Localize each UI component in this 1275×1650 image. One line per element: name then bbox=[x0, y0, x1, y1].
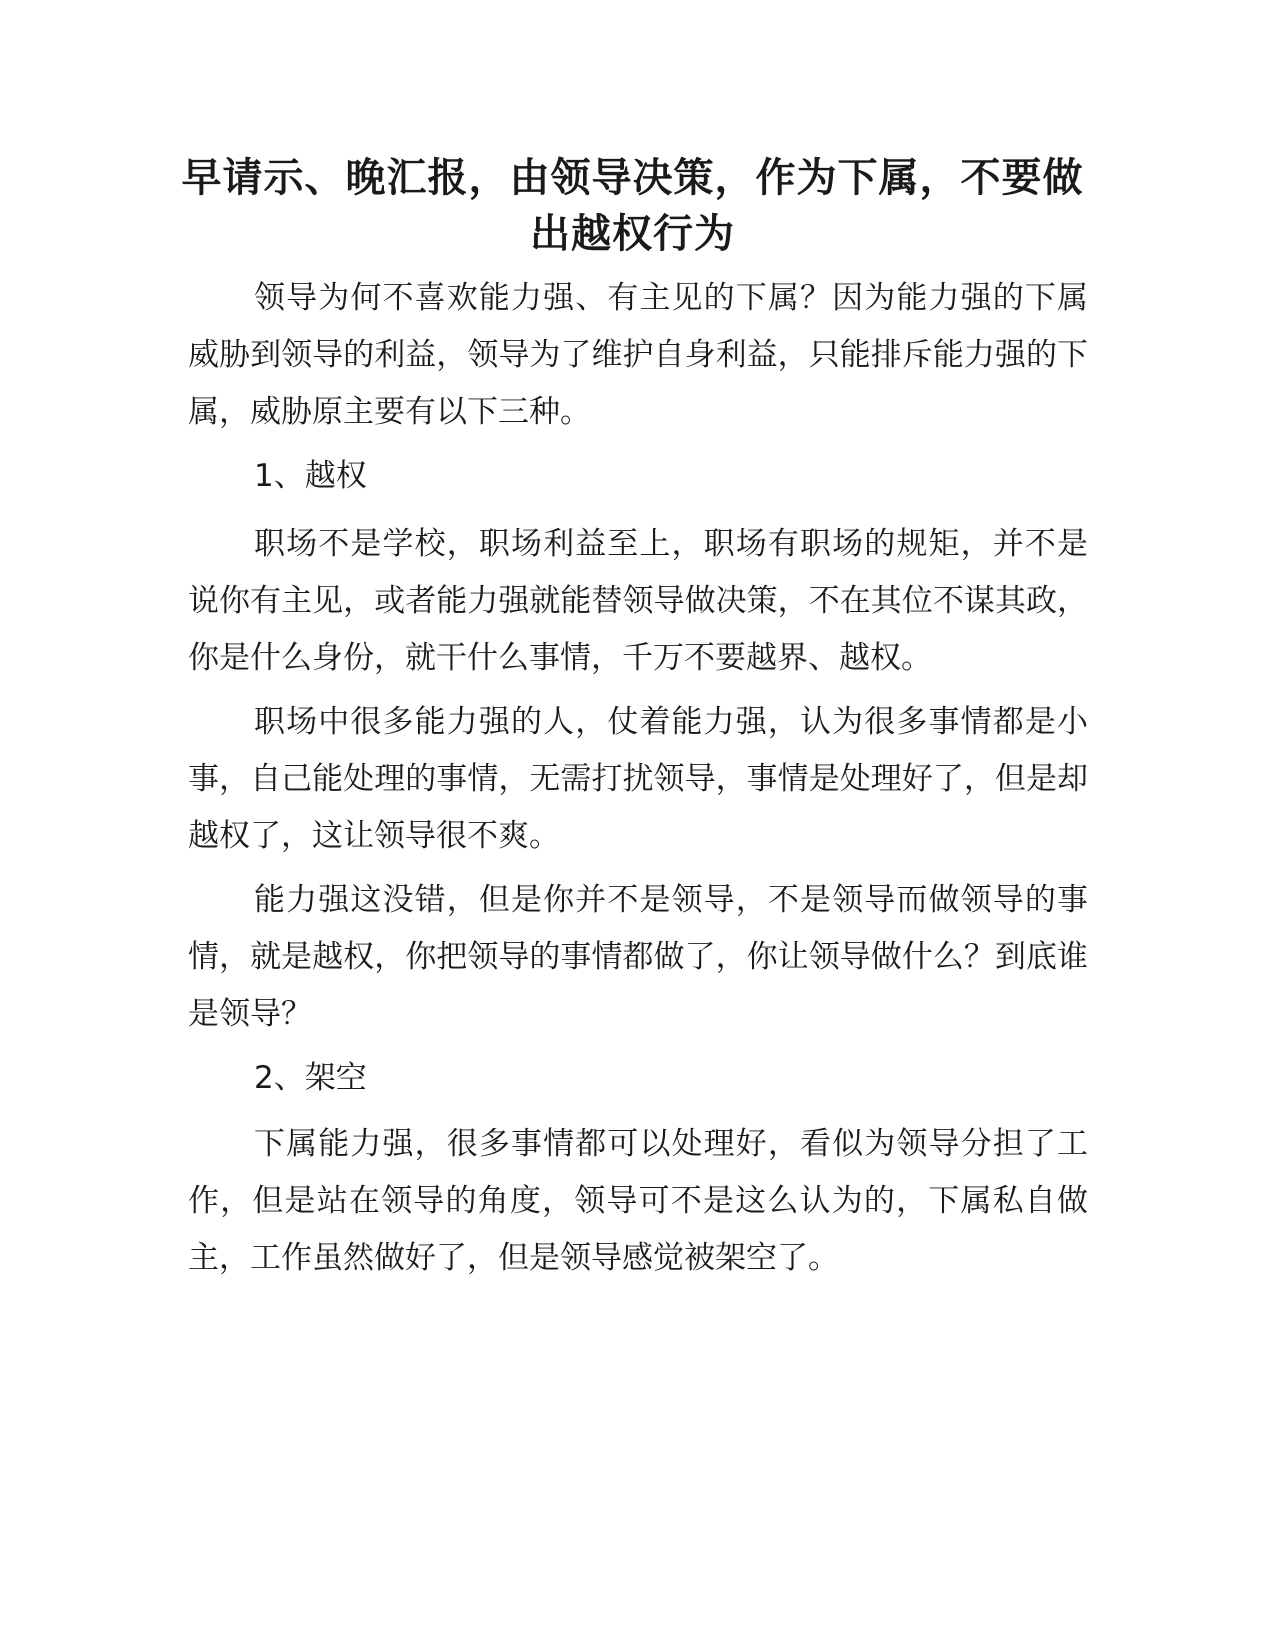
document-title: 早请示、晚汇报，由领导决策，作为下属，不要做出越权行为 bbox=[181, 155, 1084, 257]
paragraph-section1-3: 能力强这没错，但是你并不是领导，不是领导而做领导的事情，就是越权，你把领导的事情都做了，你让领导做什么？到底谁是领导？ bbox=[188, 882, 1088, 1032]
section-heading-2: 2、架空 bbox=[254, 1060, 367, 1096]
paragraph-section1-1: 职场不是学校，职场利益至上，职场有职场的规矩，并不是说你有主见，或者能力强就能替领导做决策，不在其位不谋其政，你是什么身份，就干什么事情，千万不要越界、越权。 bbox=[188, 526, 1088, 676]
section-heading-1: 1、越权 bbox=[254, 458, 367, 494]
paragraph-section1-2: 职场中很多能力强的人，仗着能力强，认为很多事情都是小事，自己能处理的事情，无需打扰领导，事情是处理好了，但是却越权了，这让领导很不爽。 bbox=[188, 704, 1088, 854]
paragraph-section2-1: 下属能力强，很多事情都可以处理好，看似为领导分担了工作，但是站在领导的角度，领导可不是这么认为的，下属私自做主，工作虽然做好了，但是领导感觉被架空了。 bbox=[188, 1126, 1088, 1276]
paragraph-intro: 领导为何不喜欢能力强、有主见的下属？因为能力强的下属威胁到领导的利益，领导为了维护自身利益，只能排斥能力强的下属，威胁原主要有以下三种。 bbox=[188, 280, 1088, 430]
